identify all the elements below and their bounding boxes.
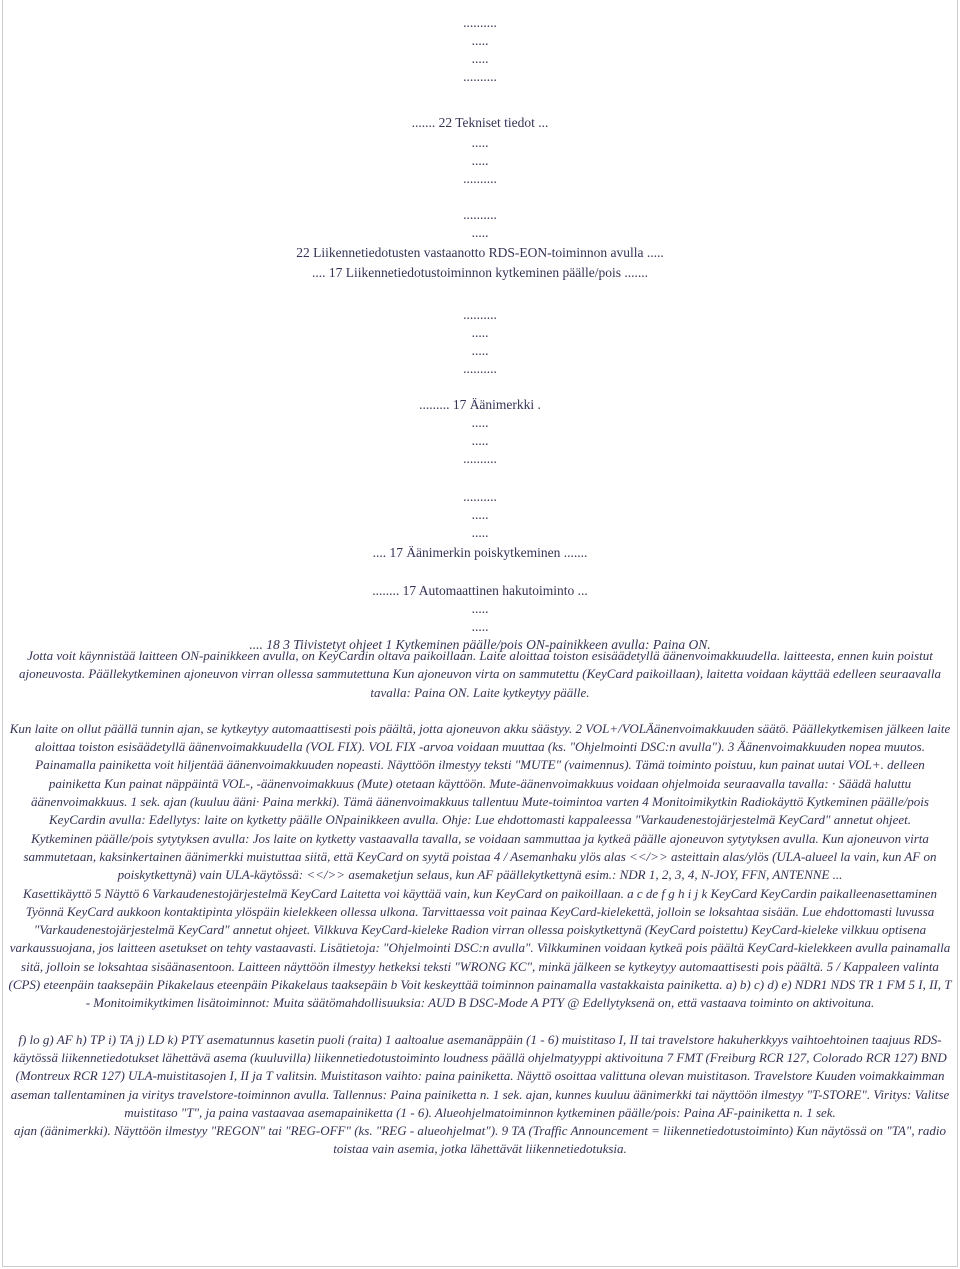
toc-line: ..... [471, 507, 489, 522]
toc-line: ....... 22 Tekniset tiedot ... [411, 115, 549, 130]
toc-line: ..... [471, 33, 489, 48]
toc-line: ..... [471, 135, 489, 150]
toc-line: ..... [471, 325, 489, 340]
toc-line: .... 18 3 Tiivistetyt ohjeet 1 Kytkeminen päälle/pois ON-painikkeen avulla: Paina ON. [249, 637, 711, 652]
toc-line: ..... [471, 51, 489, 66]
toc-line: ..... [471, 619, 489, 634]
toc-line: ..... [471, 225, 489, 240]
toc-line: .... 17 Liikennetiedotustoiminnon kytkeminen päälle/pois ....... [312, 265, 648, 280]
paragraph: Kasettikäyttö 5 Näyttö 6 Varkaudenestojärjestelmä KeyCard Laitetta voi käyttää vain, kun KeyCard on paikoillaan. a c de f g h i j k KeyCard KeyCardin paikalleenasettaminen Työnnä KeyCard aukkoon kontaktipinta ylöspäin kielekkeen ollessa ulkona. Tarvittaessa voit painaa KeyCard-kielekettä, jolloin se loksahtaa sisään. Lue ehdottomasti luvussa "Varkaudenestojärjestelmä KeyCard" annetut ohjeet. Vilkkuva KeyCard-kieleke Radion virran ollessa poiskytkettynä (KeyCard poistettu) KeyCard-kieleke vilkkuu optisena varkaussuojana, jos laitteen asetukset on tehty vastaavasti. Lisätietoja: "Ohjelmointi DSC:n avulla". Vilkkuminen voidaan kytkeä pois päältä KeyCard-kielekkeen avulla painamalla sitä, jolloin se loksahtaa sisäänasentoon. Laitteen näyttöön ilmestyy hetkeksi teksti "WRONG KC", minkä jälkeen se kytkeytyy automaattisesti pois päältä. 5 / Kappaleen valinta (CPS) eteenpäin taaksepäin Pikakelaus eteenpäin Pikakelaus taaksepäin b Voit keskeyttää toiminnon painamalla vastakkaista painiketta. a) b) c) d) e) NDR1 NDS TR 1 FM 5 I, II, T - Monitoimikytkimen lisätoiminnot: Muita säätömahdollisuuksia: AUD B DSC-Mode A PTY @ Edellytyksenä on, että vastaava toiminto on aktivoituna. [8, 885, 952, 1011]
toc-line: .......... [463, 171, 497, 186]
paragraph-gap [8, 1013, 952, 1031]
paragraph: Jotta voit käynnistää laitteen ON-painikkeen avulla, on KeyCardin oltava paikoillaan. Laite aloittaa toiston esisäädetyllä äänenvoimakkuudella. laitteesta, ennen kuin poistut ajoneuvosta. Päällekytkeminen ajoneuvon virran ollessa sammutettuna Kun ajoneuvon virta on sammutettu (KeyCard paikoillaan), laitetta voidaan käyttää edelleen seuraavalla tavalla: Paina ON. Laite kytkeytyy päälle. [19, 648, 941, 700]
toc-line: ........ 17 Automaattinen hakutoiminto ... [372, 583, 588, 598]
toc-line: .......... [463, 307, 497, 322]
toc-line: .......... [463, 361, 497, 376]
paragraph: ajan (äänimerkki). Näyttöön ilmestyy "REGON" tai "REG-OFF" (ks. "REG - alueohjelmat"). 9 TA (Traffic Announcement = liikennetiedotustoiminto) Kun näytössä on "TA", radio toistaa vain asemia, jotka lähettävät liikennetiedotuksia. [13, 1123, 947, 1157]
paragraph: Kun laite on ollut päällä tunnin ajan, se kytkeytyy automaattisesti pois päältä, jotta ajoneuvon akku säästyy. 2 VOL+/VOLÄänenvoimakkuuden säätö. Päällekytkemisen jälkeen laite aloittaa toiston esisäädetyllä äänenvoimakkuudella (VOL FIX). VOL FIX -arvoa voidaan muuttaa (ks. "Ohjelmointi DSC:n avulla"). 3 Äänenvoimakkuuden nopea muutos. Painamalla painiketta voit hiljentää äänenvoimakkuuden nopeasti. Näyttöön ilmestyy teksti "MUTE" (vaimennus). Tämä toiminto poistuu, kun painat uutai VOL+. delleen painiketta Kun painat näppäintä VOL-, -äänenvoimakkuus (Mute) otetaan käyttöön. Mute-äänenvoimakkuus voidaan ohjelmoida seuraavalla tavalla: · Säädä haluttu äänenvoimakkuus. 1 sek. ajan (kuuluu ääni· Paina merkki). Tämä äänenvoimakkuus tallentuu Mute-toimintoa varten 4 Monitoimikytkin Radiokäyttö Kytkeminen päälle/pois KeyCardin avulla: Edellytys: laite on kytketty päälle ONpainikkeen avulla. Ohje: Lue ehdottomasti kappaleessa "Varkaudenestojärjestelmä KeyCard" annetut ohjeet. [9, 720, 951, 828]
toc-line: ..... [471, 415, 489, 430]
toc-line: .......... [463, 69, 497, 84]
toc-line: .......... [463, 489, 497, 504]
toc-line: ..... [471, 343, 489, 358]
paragraph: Kytkeminen päälle/pois sytytyksen avulla: Jos laite on kytketty vastaavalla tavalla, se voidaan sammuttaa ja kytkeä päälle ajoneuvon sytytyksen avulla. Kun ajoneuvon virta sammutetaan, kaksinkertainen äänimerkki muistuttaa siitä, että KeyCard on syytä poistaa 4 / Asemanhaku ylös alas <</>> asteittain alas/ylös (ULA-alueel la vain, kun AF on poiskytkettynä) vain ULA-käytössä: <</>> asemaketjun selaus, kun AF päällekytkettynä esim.: NDR 1, 2, 3, 4, N-JOY, FFN, ANTENNE ... [23, 830, 937, 883]
toc-line: .......... [463, 15, 497, 30]
toc-line: .......... [463, 451, 497, 466]
manual-body [8, 647, 952, 1159]
toc-line: ......... 17 Äänimerkki . [419, 397, 541, 412]
toc-line: ..... [471, 433, 489, 448]
paragraph-gap [8, 702, 952, 720]
toc-line: ..... [471, 601, 489, 616]
toc-line: 22 Liikennetiedotusten vastaanotto RDS-EON-toiminnon avulla ..... [296, 245, 664, 260]
toc-line: ..... [471, 153, 489, 168]
toc-line: ..... [471, 525, 489, 540]
toc-line: .... 17 Äänimerkin poiskytkeminen ....... [372, 545, 588, 560]
paragraph: f) lo g) AF h) TP i) TA j) LD k) PTY asematunnus kasetin puoli (raita) 1 aaltoalue asemanäppäin (1 - 6) muistitaso I, II tai travelstore hakuherkkyys vaihtoehtoinen taajuus RDS-käytössä liikennetiedotukset lähettävä asema (kuuluvilla) liikennetiedotustoiminto loudness päällä ohjelmatyyppi aktivoituna 7 FMT (Freiburg RCR 127, Colorado RCR 127) BND (Montreux RCR 127) ULA-muistitasojen I, II ja T valitsin. Muistitason vaihto: paina painiketta. Näyttö osoittaa valittuna olevan muistitason. Travelstore Kuuden voimakkaimman aseman tallentaminen ja viritys travelstore-toiminnon avulla. Tallennus: Paina painiketta n. 1 sek. ajan, kunnes kuuluu äänimerkki tai näyttöön ilmestyy "T-STORE". Viritys: Valitse muistitaso "T", ja paina vastaavaa asemapainiketta (1 - 6). Alueohjelmatoiminnon kytkeminen päälle/pois: Paina AF-painiketta n. 1 sek. [10, 1031, 950, 1120]
toc-line: .......... [463, 207, 497, 222]
